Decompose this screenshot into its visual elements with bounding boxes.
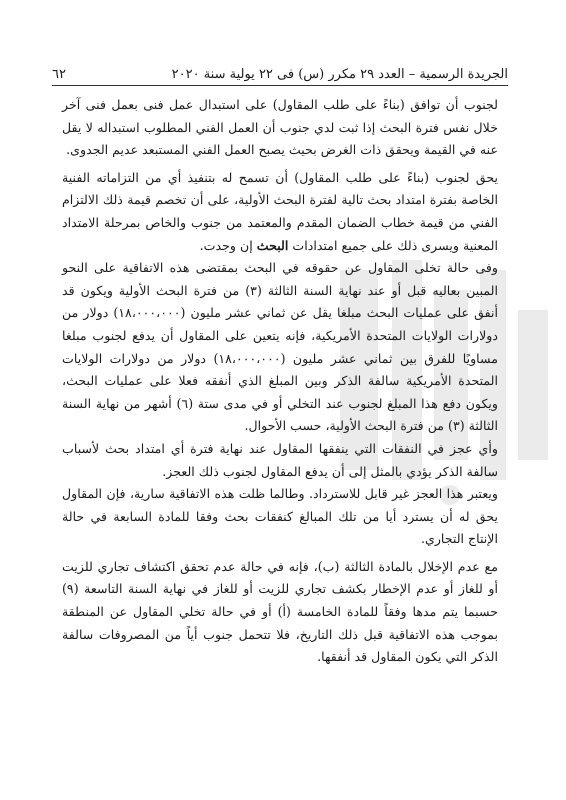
- page-number: ٦٢: [52, 67, 66, 82]
- paragraph-non-recoverable: ويعتبر هذا العجز غير قابل للاسترداد. وطالما ظلت هذه الاتفاقية سارية، فإن المقاول يحق له أن يسترد أيا من تلك المبالغ كنفقات بحث وفقا للمادة السابعة في حالة الإنتاج التجاري.: [62, 486, 498, 547]
- article-body: [62, 94, 498, 669]
- paragraph-no-commercial-discovery: مع عدم الإخلال بالمادة الثالثة (ب)، فإنه في حالة عدم تحقق اكتشاف تجاري للزيت أو للغاز أو عدم الإخطار بكشف تجاري للزيت أو للغاز في نهاية السنة التاسعة (٩) حسبما يتم مدها وفقاً للمادة الخامسة (أ) أو في حالة تخلي المقاول عن المنطقة بموجب هذه الاتفاقية قبل ذلك التاريخ، فلا تتحمل جنوب أياً من المصروفات سالفة الذكر التي يكون المقاول قد أنفقها.: [62, 558, 498, 665]
- paragraph-substitution: لجنوب أن توافق (بناءً على طلب المقاول) على استبدال عمل فنى بعمل فنى آخر خلال نفس فترة البحث إذا ثبت لدي جنوب أن العمل الفني المطلوب استبداله لا يقل عنه في القيمة ويحقق ذات الغرض بحيث يصبح العمل الفني المستبعد عديم الجدوى.: [62, 97, 498, 158]
- paragraph-text: إن وجدت.: [199, 237, 257, 253]
- bold-term: البحث: [256, 237, 289, 253]
- paragraph-text: يحق لجنوب (بناءً على طلب المقاول) أن تسمح له بتنفيذ أي من التزاماته الفنية الخاصة بفترة امتداد بحث تالية لفترة البحث الأولية، على أن تخصم قيمة ذلك الالتزام الفني من قيمة خطاب الضمان المقدم والمعتمد من جنوب والخاص بمرحلة الامتداد المعنية ويسرى ذلك على جميع امتدادات: [62, 169, 498, 253]
- paragraph-extension-obligations: [62, 167, 498, 257]
- paragraph-relinquishment: وفى حالة تخلى المقاول عن حقوقه في البحث بمقتضى هذه الاتفاقية على النحو المبين بعاليه قبل أو عند نهاية السنة الثالثة (٣) من فترة البحث الأولية ويكون قد أنفق على عمليات البحث مبلغا يقل عن ثماني عشر مليون (١٨،٠٠٠،٠٠٠) دولار من دولارات الولايات المتحدة الأمريكية، فإنه يتعين على المقاول أن يدفع لجنوب مبلغا مساويًا للفرق بين ثماني عشر مليون (١٨،٠٠٠،٠٠٠) دولار من دولارات الولايات المتحدة الأمريكية سالفة الذكر وبين المبلغ الذي أنفقه فعلا على عمليات البحث، ويكون دفع هذا المبلغ لجنوب عند التخلي أو في مدى ستة (٦) أشهر من نهاية السنة الثالثة (٣) من فترة البحث الأولية، حسب الأحوال.: [62, 260, 499, 434]
- page-header: [52, 58, 508, 86]
- journal-title: الجريدة الرسمية – العدد ٢٩ مكرر (س) فى ٢٢ يولية سنة ٢٠٢٠: [171, 67, 508, 82]
- paragraph-deficiency: وأي عجز في النفقات التي ينفقها المقاول عند نهاية فترة أي امتداد بحث لأسباب سالفة الذكر يؤدي بالمثل إلى أن يدفع المقاول لجنوب ذلك العجز.: [62, 440, 498, 479]
